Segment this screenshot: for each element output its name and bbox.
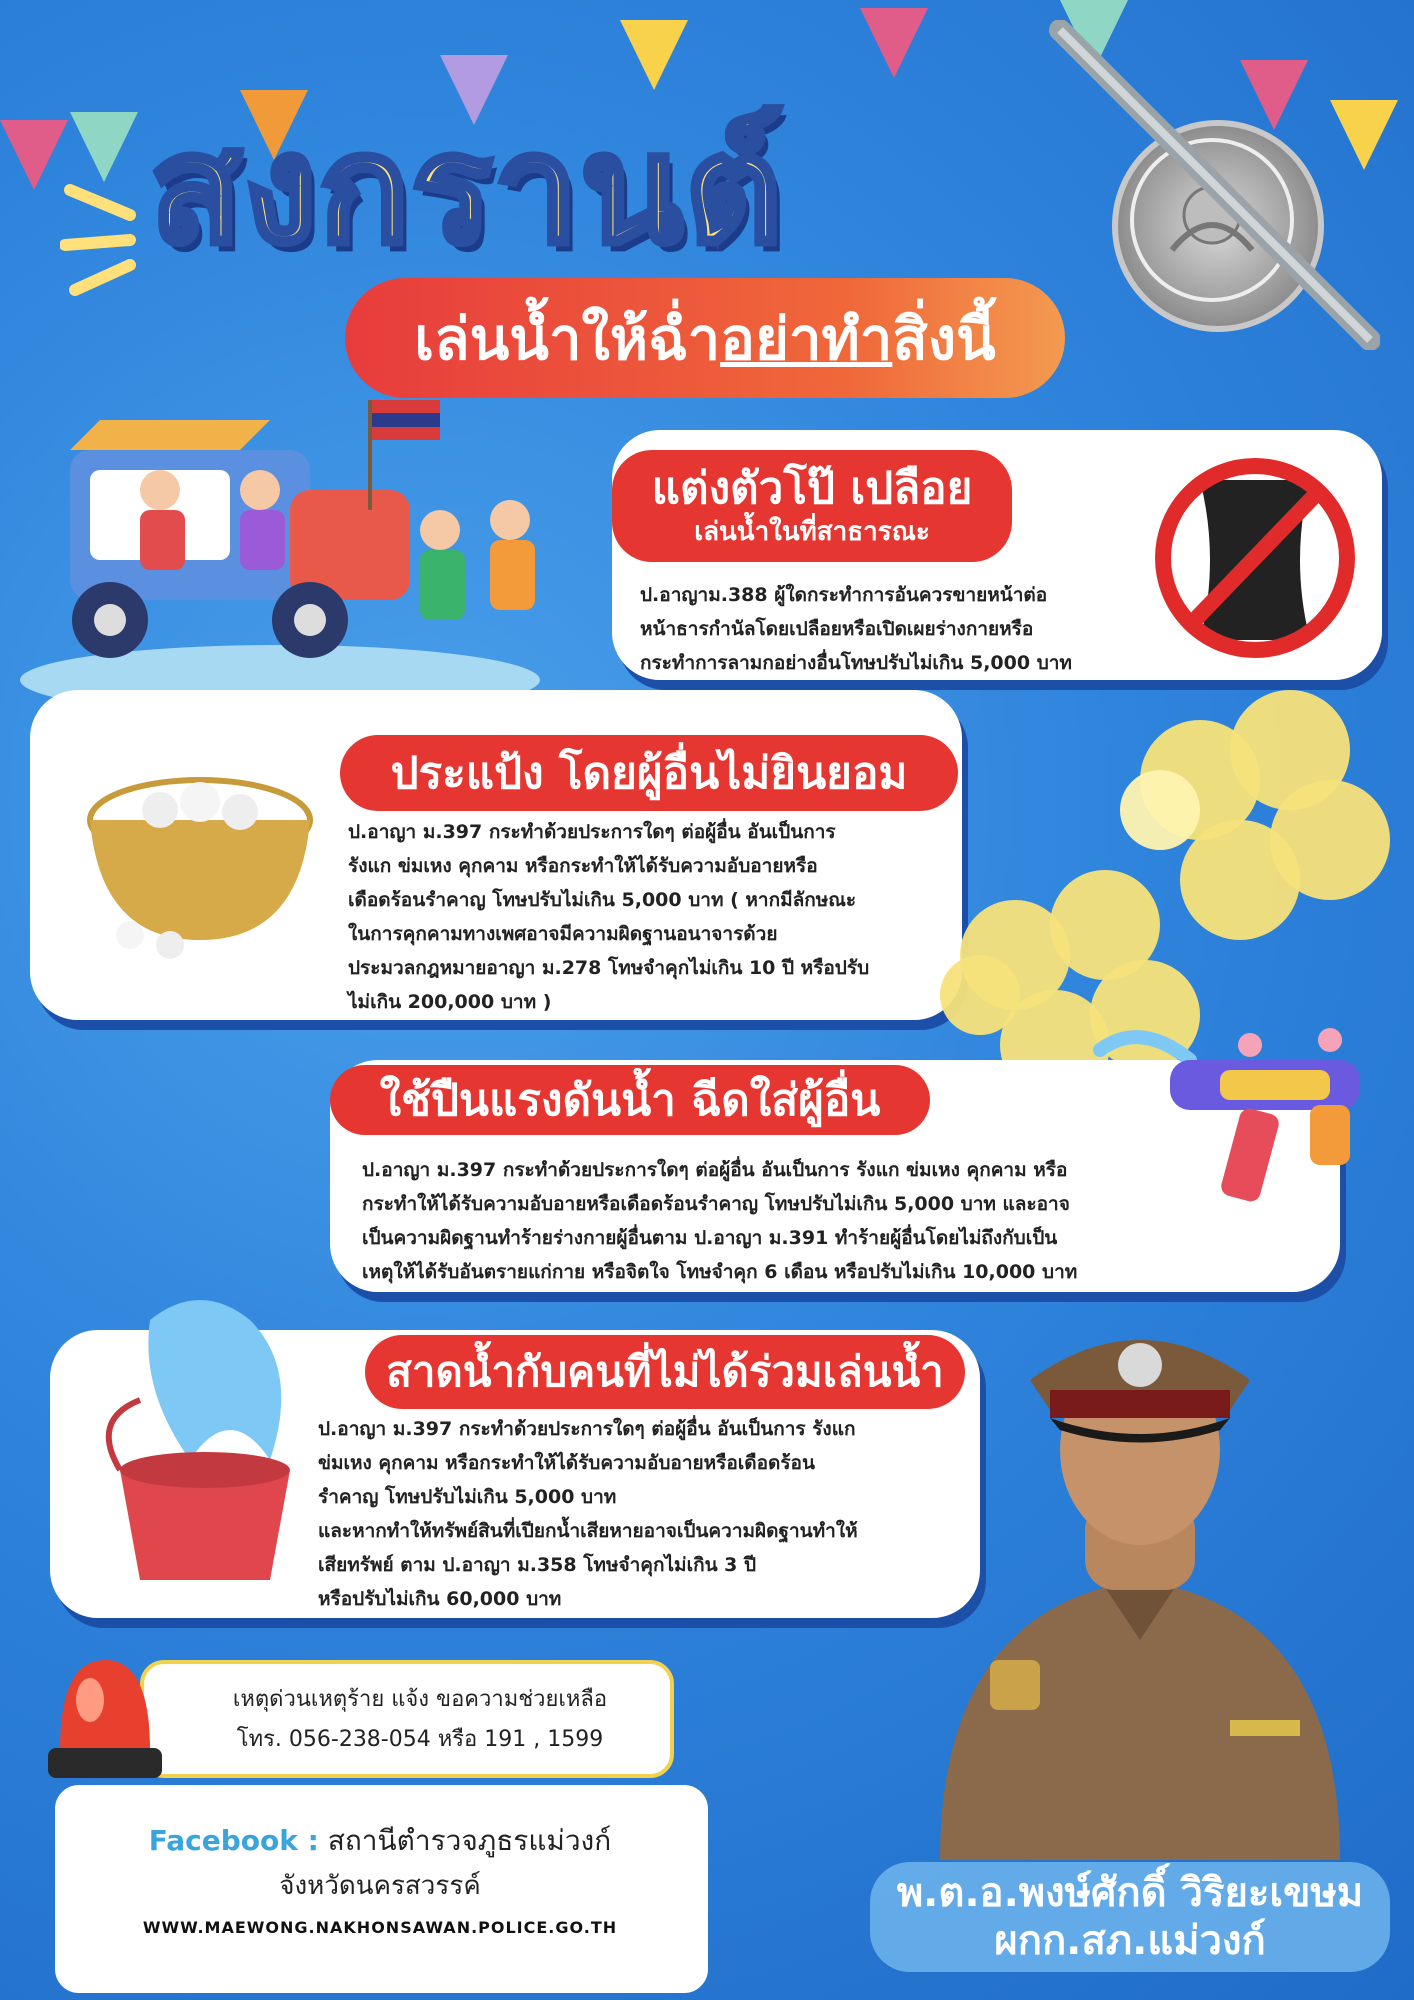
- section-heading-text: ประแป้ง โดยผู้อื่นไม่ยินยอม: [390, 748, 908, 799]
- section-heading-water-gun: [330, 1065, 930, 1135]
- officer-position: ผกก.สภ.แม่วงก์: [994, 1918, 1266, 1964]
- bunting-flag: [0, 120, 68, 190]
- officer-name-box: [870, 1862, 1390, 1972]
- section-heading-nudity: [612, 450, 1012, 562]
- section-heading-splash: [365, 1335, 965, 1409]
- officer-name: พ.ต.อ.พงษ์ศักดิ์ วิริยะเขษม: [896, 1870, 1364, 1916]
- section-heading-powder: [340, 735, 958, 811]
- subtitle-part-1: เล่นน้ำให้ฉ่ำ: [414, 304, 721, 373]
- website-link[interactable]: WWW.MAEWONG.NAKHONSAWAN.POLICE.GO.TH: [142, 1918, 618, 1937]
- facebook-info: [60, 1818, 700, 1948]
- siren-light-icon: [40, 1640, 170, 1790]
- section-body-powder: ป.อาญา ม.397 กระทำด้วยประการใดๆ ต่อผู้อื่น อันเป็นการ รังแก ข่มเหง คุกคาม หรือกระทำให้ได้รับความอับอายหรือ เดือดร้อนรำคาญ โทษปรับไม่เกิน 5,000 บาท ( หากมีลักษณะ ในการคุกคามทางเพศอาจมีความผิดฐานอนาจารด้วย ประมวลกฎหมายอาญา ม.278 โทษจำคุกไม่เกิน 10 ปี หรือปรับ ไม่เกิน 200,000 บาท ): [348, 821, 870, 1013]
- section-subheading-text: เล่นน้ำในที่สาธารณะ: [694, 517, 930, 547]
- subtitle-part-underlined: อย่าทำ: [720, 304, 893, 373]
- facebook-label: Facebook :: [148, 1824, 319, 1857]
- section-heading-text: ใช้ปืนแรงดันน้ำ ฉีดใส่ผู้อื่น: [379, 1075, 881, 1126]
- emergency-line-1: เหตุด่วนเหตุร้าย แจ้ง ขอความช่วยเหลือ: [232, 1687, 608, 1712]
- section-body-water-gun: ป.อาญา ม.397 กระทำด้วยประการใดๆ ต่อผู้อื่น อันเป็นการ รังแก ข่มเหง คุกคาม หรือ กระทำให้ได้รับความอับอายหรือเดือดร้อนรำคาญ โทษปรับไม่เกิน 5,000 บาท และอาจ เป็นความผิดฐานทำร้ายร่างกายผู้อื่นตาม ป.อาญา ม.391 ทำร้ายผู้อื่นโดยไม่ถึงกับเป็น เหตุให้ได้รับอันตรายแก่กาย หรือจิตใจ โทษจำคุก 6 เดือน หรือปรับไม่เกิน 10,000 บาท: [362, 1159, 1078, 1283]
- facebook-province: จังหวัดนครสวรรค์: [279, 1871, 481, 1901]
- tuktuk-illustration: [10, 380, 570, 720]
- officer-portrait: [900, 1280, 1380, 1860]
- section-body-splash: ป.อาญา ม.397 กระทำด้วยประการใดๆ ต่อผู้อื่น อันเป็นการ รังแก ข่มเหง คุกคาม หรือกระทำให้ได้รับความอับอายหรือเดือดร้อน รำคาญ โทษปรับไม่เกิน 5,000 บาท และหากทำให้ทรัพย์สินที่เปียกน้ำเสียหายอาจเป็นความผิดฐานทำให้ เสียทรัพย์ ตาม ป.อาญา ม.358 โทษจำคุกไม่เกิน 3 ปี หรือปรับไม่เกิน 60,000 บาท: [318, 1418, 858, 1610]
- emergency-phone[interactable]: โทร. 056-238-054 หรือ 191 , 1599: [236, 1727, 604, 1752]
- section-heading-text: สาดน้ำกับคนที่ไม่ได้ร่วมเล่นน้ำ: [386, 1347, 944, 1396]
- emergency-text: [180, 1680, 660, 1760]
- sparkle-icon: [60, 170, 150, 300]
- poster-title: สงกรานต์: [150, 103, 785, 277]
- bunting-flag: [860, 8, 928, 78]
- powder-bowl-icon: [80, 760, 320, 960]
- section-body-nudity: ป.อาญาม.388 ผู้ใดกระทำการอันควรขายหน้าต่อ หน้าธารกำนัลโดยเปลือยหรือเปิดเผยร่างกายหรือ กระทำการลามกอย่างอื่นโทษปรับไม่เกิน 5,000 บาท: [640, 584, 1072, 674]
- no-nudity-sign-icon: [1140, 440, 1370, 670]
- facebook-page-name[interactable]: สถานีตำรวจภูธรแม่วงก์: [327, 1824, 612, 1857]
- section-heading-text: แต่งตัวโป๊ เปลือย: [651, 463, 973, 514]
- water-gun-icon: [1080, 1010, 1380, 1210]
- subtitle-part-2: สิ่งนี้: [892, 304, 996, 373]
- water-bucket-icon: [80, 1280, 340, 1590]
- sword-icon: [1040, 20, 1380, 350]
- subtitle-text: [414, 292, 995, 385]
